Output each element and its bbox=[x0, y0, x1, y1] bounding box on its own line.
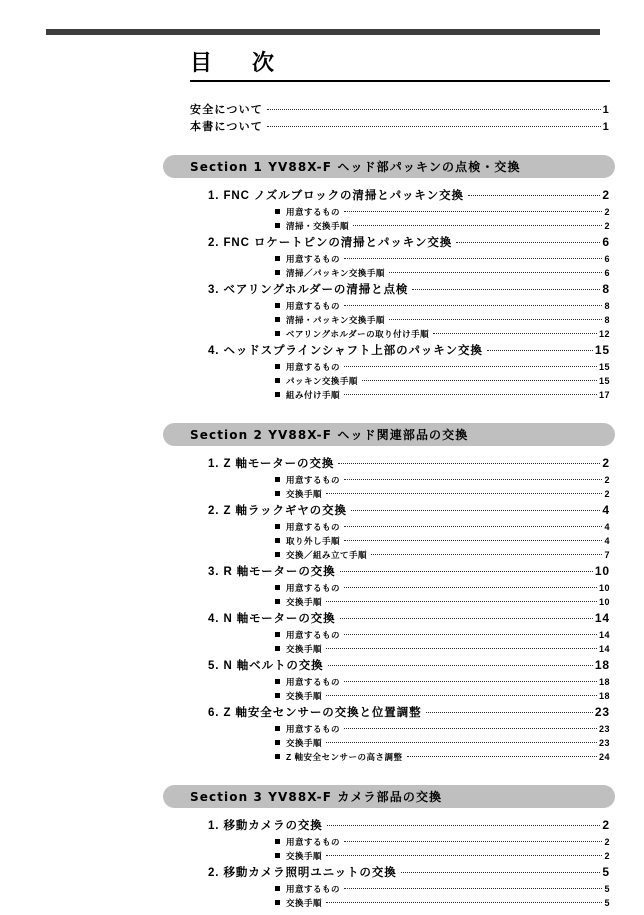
toc-entry-label: 本書について bbox=[190, 121, 263, 133]
toc-entry-level2[interactable] bbox=[275, 474, 610, 488]
toc-entry-label: 清掃・パッキン交換手順 bbox=[275, 314, 385, 326]
dot-leader bbox=[344, 394, 597, 395]
toc-entry-label: 交換手順 bbox=[275, 850, 322, 862]
toc-entry-label: 交換手順 bbox=[275, 643, 322, 655]
dot-leader bbox=[344, 728, 597, 729]
dot-leader bbox=[344, 634, 597, 635]
toc-entry-page: 2 bbox=[604, 207, 610, 217]
front-matter-entry[interactable] bbox=[190, 101, 610, 118]
toc-entry-page: 4 bbox=[604, 536, 610, 546]
toc-level-1-group bbox=[0, 864, 644, 883]
toc-entry-level2[interactable] bbox=[275, 314, 610, 328]
toc-entry-level2[interactable] bbox=[275, 300, 610, 314]
toc-entry-page: 5 bbox=[602, 865, 610, 879]
toc-entry-level2[interactable] bbox=[275, 488, 610, 502]
toc-entry-label: 2. Z 軸ラックギヤの交換 bbox=[208, 505, 347, 517]
toc-entry-level2[interactable] bbox=[275, 723, 610, 737]
toc-level-1-group bbox=[0, 657, 644, 676]
toc-level-2-group bbox=[0, 206, 644, 234]
toc-level-1-group bbox=[0, 704, 644, 723]
toc-entry-level1[interactable] bbox=[208, 342, 610, 361]
toc-level-2-group bbox=[0, 723, 644, 765]
toc-entry-label: 交換手順 bbox=[275, 690, 322, 702]
toc-level-1-group bbox=[0, 234, 644, 253]
toc-entry-level2[interactable] bbox=[275, 328, 610, 342]
dot-leader bbox=[326, 902, 602, 903]
toc-entry-label: 用意するもの bbox=[275, 253, 340, 265]
toc-entry-level1[interactable] bbox=[208, 234, 610, 253]
toc-entry-page: 2 bbox=[602, 188, 610, 202]
toc-entry-label: 用意するもの bbox=[275, 206, 340, 218]
square-bullet-icon bbox=[275, 209, 280, 214]
toc-entry-level1[interactable] bbox=[208, 657, 610, 676]
toc-entry-label: 用意するもの bbox=[275, 474, 340, 486]
toc-entry-page: 10 bbox=[598, 597, 610, 607]
toc-entry-page: 12 bbox=[598, 329, 610, 339]
toc-entry-level1[interactable] bbox=[208, 281, 610, 300]
spacer bbox=[0, 135, 644, 155]
dot-leader bbox=[326, 493, 602, 494]
section-header-label: Section 2 YV88X-F ヘッド関連部品の交換 bbox=[190, 428, 469, 442]
toc-entry-label: 2. 移動カメラ照明ユニットの交換 bbox=[208, 867, 397, 879]
dot-leader bbox=[344, 258, 602, 259]
square-bullet-icon bbox=[275, 632, 280, 637]
toc-entry-level2[interactable] bbox=[275, 220, 610, 234]
section-header-2[interactable] bbox=[163, 423, 615, 446]
toc-entry-level2[interactable] bbox=[275, 521, 610, 535]
toc-entry-page: 8 bbox=[602, 282, 610, 296]
toc-entry-page: 2 bbox=[602, 818, 610, 832]
toc-entry-label: 用意するもの bbox=[275, 836, 340, 848]
square-bullet-icon bbox=[275, 585, 280, 590]
dot-leader bbox=[456, 242, 600, 243]
toc-entry-page: 15 bbox=[598, 376, 610, 386]
toc-entry-label: 交換手順 bbox=[275, 897, 322, 909]
toc-entry-label: 用意するもの bbox=[275, 723, 340, 735]
toc-entry-page: 2 bbox=[604, 489, 610, 499]
dot-leader bbox=[326, 742, 597, 743]
toc-level-2-group bbox=[0, 582, 644, 610]
toc-entry-label: 1. Z 軸モーターの交換 bbox=[208, 458, 335, 470]
square-bullet-icon bbox=[275, 223, 280, 228]
toc-entry-level2[interactable] bbox=[275, 883, 610, 897]
toc-level-2-group bbox=[0, 521, 644, 563]
square-bullet-icon bbox=[275, 726, 280, 731]
toc-level-1-group bbox=[0, 817, 644, 836]
square-bullet-icon bbox=[275, 552, 280, 557]
toc-entry-page: 17 bbox=[598, 390, 610, 400]
toc-entry-label: 3. R 軸モーターの交換 bbox=[208, 566, 336, 578]
toc-entry-page: 4 bbox=[604, 522, 610, 532]
toc-entry-label: 用意するもの bbox=[275, 300, 340, 312]
dot-leader bbox=[326, 695, 597, 696]
dot-leader bbox=[344, 841, 602, 842]
toc-content bbox=[0, 92, 644, 911]
toc-level-2-group bbox=[0, 676, 644, 704]
toc-entry-level2[interactable] bbox=[275, 267, 610, 281]
toc-entry-page: 2 bbox=[604, 221, 610, 231]
toc-entry-label: 2. FNC ロケートピンの清掃とパッキン交換 bbox=[208, 237, 453, 249]
toc-entry-label: 用意するもの bbox=[275, 521, 340, 533]
dot-leader bbox=[426, 712, 593, 713]
spacer bbox=[0, 446, 644, 455]
dot-leader bbox=[433, 333, 597, 334]
toc-entry-label: 用意するもの bbox=[275, 361, 340, 373]
dot-leader bbox=[344, 366, 597, 367]
dot-leader bbox=[487, 350, 593, 351]
front-matter-entry[interactable] bbox=[190, 118, 610, 135]
toc-entry-label: 6. Z 軸安全センサーの交換と位置調整 bbox=[208, 707, 422, 719]
toc-entry-page: 23 bbox=[598, 738, 610, 748]
toc-entry-page: 5 bbox=[604, 884, 610, 894]
dot-leader bbox=[344, 526, 602, 527]
toc-entry-level1[interactable] bbox=[208, 502, 610, 521]
square-bullet-icon bbox=[275, 256, 280, 261]
spacer bbox=[0, 808, 644, 817]
dot-leader bbox=[267, 109, 601, 110]
toc-entry-page: 2 bbox=[604, 837, 610, 847]
dot-leader bbox=[371, 554, 602, 555]
square-bullet-icon bbox=[275, 364, 280, 369]
toc-entry-page: 18 bbox=[594, 658, 610, 672]
toc-entry-label: 取り外し手順 bbox=[275, 535, 340, 547]
toc-entry-label: 交換／組み立て手順 bbox=[275, 549, 367, 561]
square-bullet-icon bbox=[275, 392, 280, 397]
spacer bbox=[0, 403, 644, 423]
toc-entry-level2[interactable] bbox=[275, 676, 610, 690]
section-header-label: Section 1 YV88X-F ヘッド部パッキンの点検・交換 bbox=[190, 160, 521, 174]
toc-entry-page: 14 bbox=[598, 630, 610, 640]
toc-level-1-group bbox=[0, 455, 644, 474]
square-bullet-icon bbox=[275, 538, 280, 543]
toc-entry-level2[interactable] bbox=[275, 629, 610, 643]
dot-leader bbox=[344, 305, 602, 306]
toc-level-2-group bbox=[0, 629, 644, 657]
dot-leader bbox=[344, 587, 597, 588]
toc-entry-page: 10 bbox=[594, 564, 610, 578]
spacer bbox=[0, 765, 644, 785]
dot-leader bbox=[407, 756, 597, 757]
toc-entry-page: 18 bbox=[598, 691, 610, 701]
toc-entry-label: 1. 移動カメラの交換 bbox=[208, 820, 323, 832]
toc-entry-level1[interactable] bbox=[208, 187, 610, 206]
toc-level-2-group bbox=[0, 883, 644, 911]
toc-entry-level2[interactable] bbox=[275, 361, 610, 375]
square-bullet-icon bbox=[275, 853, 280, 858]
square-bullet-icon bbox=[275, 477, 280, 482]
toc-entry-page: 15 bbox=[598, 362, 610, 372]
toc-entry-label: 用意するもの bbox=[275, 582, 340, 594]
toc-entry-level1[interactable] bbox=[208, 704, 610, 723]
dot-leader bbox=[344, 211, 602, 212]
square-bullet-icon bbox=[275, 740, 280, 745]
toc-entry-page: 4 bbox=[602, 503, 610, 517]
toc-entry-level2[interactable] bbox=[275, 596, 610, 610]
dot-leader bbox=[344, 540, 602, 541]
square-bullet-icon bbox=[275, 646, 280, 651]
toc-entry-level2[interactable] bbox=[275, 643, 610, 657]
toc-entry-page: 5 bbox=[604, 898, 610, 908]
toc-level-2-group bbox=[0, 361, 644, 403]
toc-level-2-group bbox=[0, 836, 644, 864]
toc-entry-level2[interactable] bbox=[275, 582, 610, 596]
dot-leader bbox=[344, 888, 602, 889]
dot-leader bbox=[351, 510, 601, 511]
toc-level-1-group bbox=[0, 281, 644, 300]
dot-leader bbox=[389, 272, 603, 273]
toc-entry-label: 用意するもの bbox=[275, 629, 340, 641]
section-header-1[interactable] bbox=[163, 155, 615, 178]
title-block bbox=[190, 52, 610, 82]
toc-level-2-group bbox=[0, 300, 644, 342]
toc-entry-label: 交換手順 bbox=[275, 596, 322, 608]
page-title: 目 次 bbox=[190, 51, 284, 76]
toc-entry-page: 6 bbox=[604, 268, 610, 278]
toc-entry-level2[interactable] bbox=[275, 751, 610, 765]
toc-entry-level2[interactable] bbox=[275, 375, 610, 389]
toc-entry-page: 18 bbox=[598, 677, 610, 687]
square-bullet-icon bbox=[275, 754, 280, 759]
dot-leader bbox=[326, 855, 602, 856]
square-bullet-icon bbox=[275, 331, 280, 336]
square-bullet-icon bbox=[275, 378, 280, 383]
dot-leader bbox=[401, 872, 601, 873]
toc-entry-level2[interactable] bbox=[275, 897, 610, 911]
toc-entry-label: 清掃／パッキン交換手順 bbox=[275, 267, 385, 279]
toc-level-1-group bbox=[0, 563, 644, 582]
section-block bbox=[0, 155, 644, 403]
dot-leader bbox=[327, 825, 601, 826]
dot-leader bbox=[468, 195, 601, 196]
toc-entry-level1[interactable] bbox=[208, 455, 610, 474]
dot-leader bbox=[353, 225, 602, 226]
toc-entry-page: 6 bbox=[604, 254, 610, 264]
toc-level-1-group bbox=[0, 502, 644, 521]
toc-entry-label: 交換手順 bbox=[275, 737, 322, 749]
section-block bbox=[0, 423, 644, 765]
toc-entry-label: 用意するもの bbox=[275, 883, 340, 895]
dot-leader bbox=[328, 665, 593, 666]
toc-entry-label: 清掃・交換手順 bbox=[275, 220, 349, 232]
dot-leader bbox=[389, 319, 603, 320]
toc-entry-page: 14 bbox=[594, 611, 610, 625]
dot-leader bbox=[344, 479, 602, 480]
toc-entry-level2[interactable] bbox=[275, 389, 610, 403]
section-header-3[interactable] bbox=[163, 785, 615, 808]
toc-entry-label: ベアリングホルダーの取り付け手順 bbox=[275, 328, 429, 340]
toc-level-1-group bbox=[0, 187, 644, 206]
square-bullet-icon bbox=[275, 303, 280, 308]
square-bullet-icon bbox=[275, 839, 280, 844]
header-rule bbox=[46, 29, 600, 35]
toc-entry-level2[interactable] bbox=[275, 549, 610, 563]
spacer bbox=[0, 178, 644, 187]
toc-entry-label: パッキン交換手順 bbox=[275, 375, 358, 387]
square-bullet-icon bbox=[275, 886, 280, 891]
square-bullet-icon bbox=[275, 679, 280, 684]
toc-entry-page: 7 bbox=[604, 550, 610, 560]
toc-entry-label: 4. ヘッドスプラインシャフト上部のパッキン交換 bbox=[208, 345, 483, 357]
toc-entry-level1[interactable] bbox=[208, 610, 610, 629]
toc-entry-page: 8 bbox=[604, 301, 610, 311]
toc-entry-label: 交換手順 bbox=[275, 488, 322, 500]
toc-entry-level1[interactable] bbox=[208, 864, 610, 883]
toc-entry-label: 1. FNC ノズルブロックの清掃とパッキン交換 bbox=[208, 190, 464, 202]
title-underline bbox=[190, 80, 610, 82]
toc-entry-page: 2 bbox=[602, 456, 610, 470]
toc-entry-level2[interactable] bbox=[275, 850, 610, 864]
toc-entry-page: 1 bbox=[602, 104, 610, 116]
square-bullet-icon bbox=[275, 599, 280, 604]
toc-entry-label: 4. N 軸モーターの交換 bbox=[208, 613, 336, 625]
dot-leader bbox=[338, 463, 600, 464]
toc-entry-page: 14 bbox=[598, 644, 610, 654]
section-header-label: Section 3 YV88X-F カメラ部品の交換 bbox=[190, 790, 443, 804]
toc-entry-level2[interactable] bbox=[275, 206, 610, 220]
square-bullet-icon bbox=[275, 693, 280, 698]
dot-leader bbox=[412, 289, 600, 290]
toc-entry-label: 5. N 軸ベルトの交換 bbox=[208, 660, 324, 672]
square-bullet-icon bbox=[275, 524, 280, 529]
square-bullet-icon bbox=[275, 900, 280, 905]
section-block bbox=[0, 785, 644, 911]
toc-entry-page: 2 bbox=[604, 851, 610, 861]
toc-entry-label: 安全について bbox=[190, 104, 263, 116]
front-matter-list bbox=[0, 92, 644, 135]
dot-leader bbox=[340, 618, 593, 619]
toc-level-1-group bbox=[0, 342, 644, 361]
toc-entry-page: 15 bbox=[594, 343, 610, 357]
dot-leader bbox=[340, 571, 593, 572]
toc-entry-page: 1 bbox=[602, 121, 610, 133]
dot-leader bbox=[362, 380, 597, 381]
toc-entry-label: 3. ベアリングホルダーの清掃と点検 bbox=[208, 284, 409, 296]
toc-entry-page: 10 bbox=[598, 583, 610, 593]
toc-entry-level2[interactable] bbox=[275, 690, 610, 704]
toc-entry-page: 2 bbox=[604, 475, 610, 485]
toc-entry-label: 用意するもの bbox=[275, 676, 340, 688]
toc-entry-page: 6 bbox=[602, 235, 610, 249]
toc-entry-level2[interactable] bbox=[275, 737, 610, 751]
toc-entry-level2[interactable] bbox=[275, 253, 610, 267]
toc-entry-label: Z 軸安全センサーの高さ調整 bbox=[275, 751, 403, 763]
dot-leader bbox=[344, 681, 597, 682]
dot-leader bbox=[326, 601, 597, 602]
toc-level-2-group bbox=[0, 253, 644, 281]
toc-level-2-group bbox=[0, 474, 644, 502]
toc-entry-page: 8 bbox=[604, 315, 610, 325]
toc-entry-level2[interactable] bbox=[275, 836, 610, 850]
dot-leader bbox=[267, 126, 601, 127]
toc-entry-level1[interactable] bbox=[208, 563, 610, 582]
toc-entry-level2[interactable] bbox=[275, 535, 610, 549]
toc-entry-page: 24 bbox=[598, 752, 610, 762]
toc-entry-level1[interactable] bbox=[208, 817, 610, 836]
section-list bbox=[0, 135, 644, 911]
toc-entry-page: 23 bbox=[594, 705, 610, 719]
dot-leader bbox=[326, 648, 597, 649]
square-bullet-icon bbox=[275, 491, 280, 496]
toc-entry-page: 23 bbox=[598, 724, 610, 734]
square-bullet-icon bbox=[275, 317, 280, 322]
toc-entry-label: 組み付け手順 bbox=[275, 389, 340, 401]
toc-level-1-group bbox=[0, 610, 644, 629]
square-bullet-icon bbox=[275, 270, 280, 275]
